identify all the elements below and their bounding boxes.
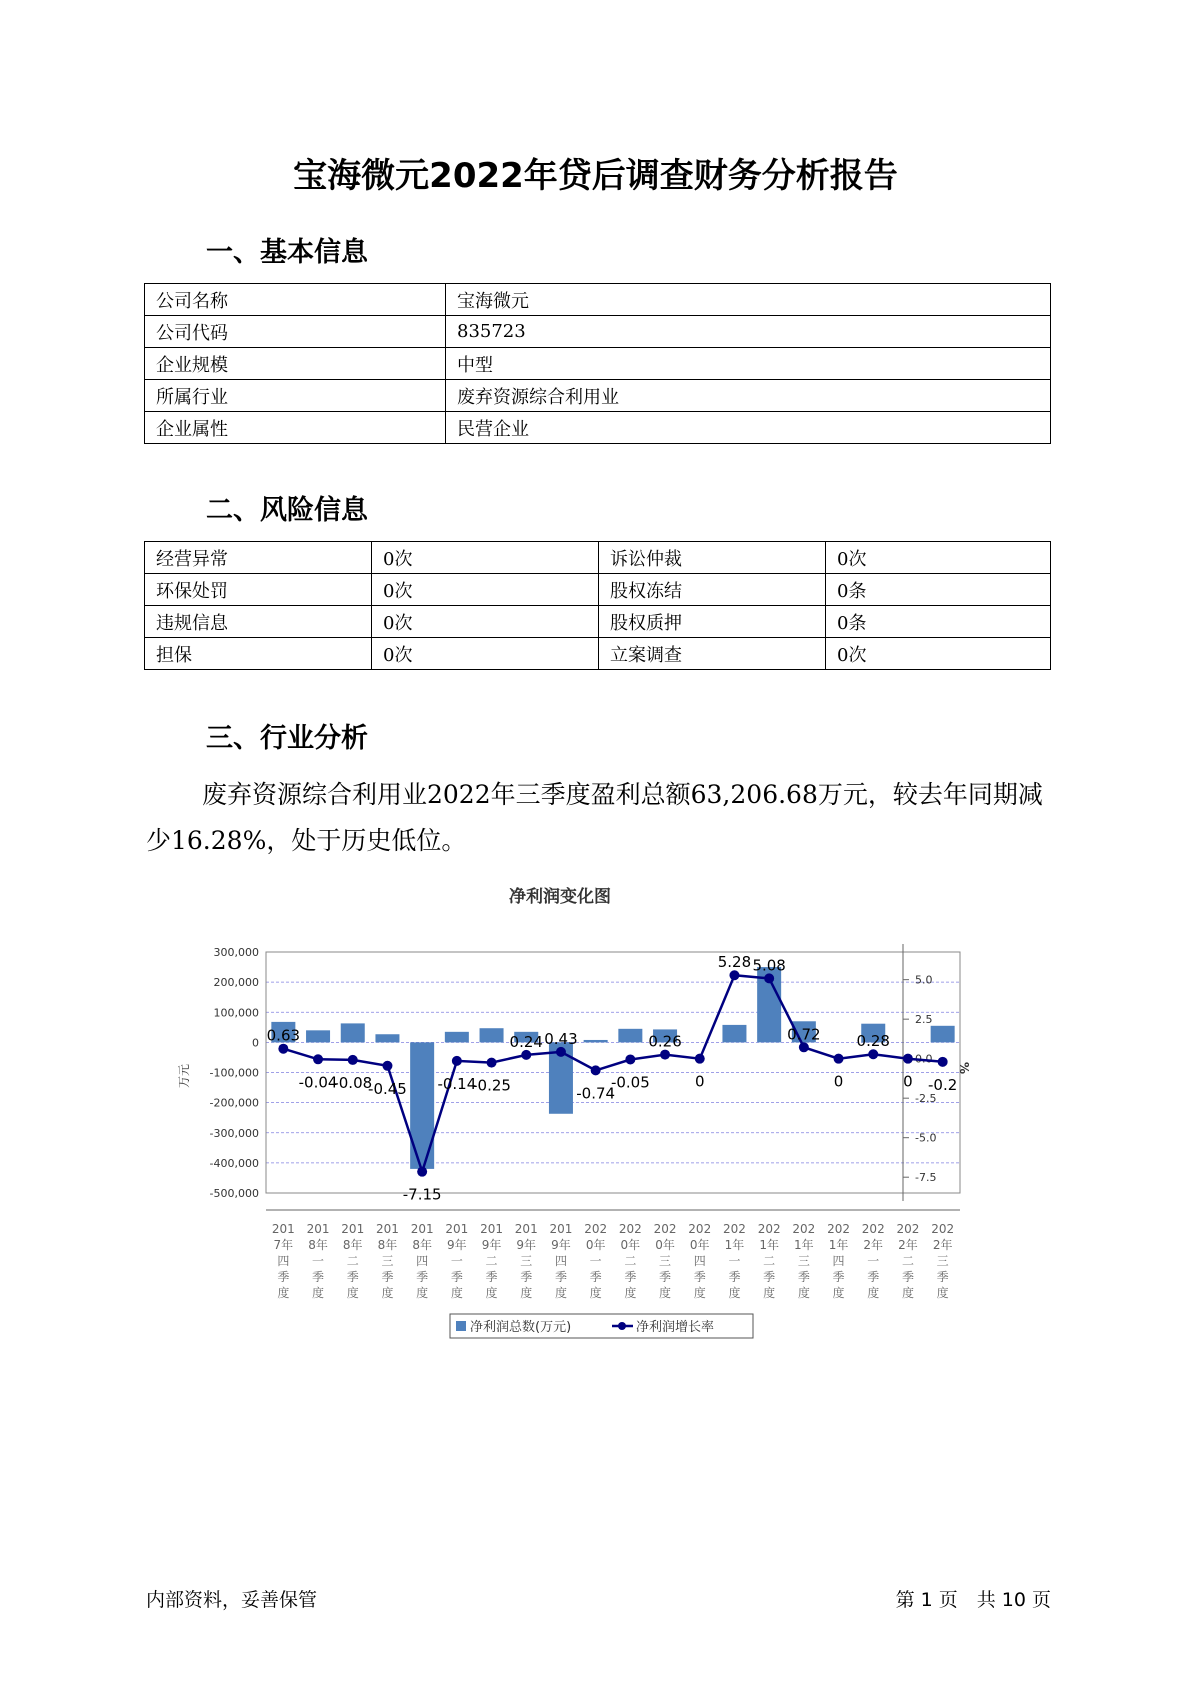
bar — [306, 1030, 330, 1042]
growth-rate-point — [938, 1057, 948, 1067]
data-label: 0 — [833, 1072, 844, 1091]
data-label: 0.43 — [544, 1029, 578, 1048]
category-tick-label: 度 — [728, 1286, 741, 1300]
table-row — [145, 638, 1051, 670]
table-row — [145, 316, 1051, 348]
category-tick-label: 8年 — [377, 1238, 398, 1252]
basic-info-value: 中型 — [446, 348, 1051, 380]
risk-info-value: 0次 — [372, 606, 599, 638]
bar — [341, 1023, 365, 1042]
category-tick-label: 201 — [341, 1222, 365, 1236]
bar — [584, 1040, 608, 1042]
legend-line-label: 净利润增长率 — [636, 1320, 715, 1335]
data-label: -0.04 — [298, 1073, 338, 1092]
legend-bar-label: 净利润总数(万元) — [470, 1320, 572, 1335]
category-tick-label: 季 — [763, 1270, 776, 1284]
category-tick-label: 季 — [936, 1270, 949, 1284]
data-label: -0.14 — [437, 1074, 477, 1093]
section-heading-basic: 一、基本信息 — [206, 237, 368, 268]
net-profit-chart — [170, 880, 971, 1350]
basic-info-label: 所属行业 — [145, 380, 446, 412]
category-tick-label: 1年 — [794, 1238, 814, 1252]
growth-rate-point — [382, 1061, 392, 1071]
risk-info-label: 立案调查 — [599, 638, 826, 670]
category-tick-label: 二 — [624, 1254, 637, 1268]
risk-info-label: 诉讼仲裁 — [599, 542, 826, 574]
section-heading-risk: 二、风险信息 — [206, 495, 368, 526]
table-row — [145, 542, 1051, 574]
risk-info-label: 股权质押 — [599, 606, 826, 638]
category-tick-label: 四 — [832, 1254, 845, 1268]
left-axis-tick-label: -100,000 — [209, 1066, 259, 1080]
risk-info-label: 股权冻结 — [599, 574, 826, 606]
right-axis-tick-label: -2.5 — [915, 1092, 937, 1106]
category-tick-label: 202 — [584, 1222, 608, 1236]
category-tick-label: 季 — [728, 1270, 741, 1284]
risk-info-value: 0条 — [826, 574, 1051, 606]
category-tick-label: 9年 — [551, 1238, 571, 1252]
footer-confidential: 内部资料，妥善保管 — [146, 1589, 318, 1611]
category-tick-label: 8年 — [308, 1238, 328, 1252]
category-tick-label: 202 — [618, 1222, 642, 1236]
category-tick-label: 度 — [312, 1286, 325, 1300]
right-axis-tick-label: -7.5 — [915, 1171, 937, 1185]
category-tick-label: 度 — [832, 1286, 845, 1300]
basic-info-label: 公司名称 — [145, 284, 446, 316]
table-row — [145, 412, 1051, 444]
category-tick-label: 季 — [797, 1270, 810, 1284]
category-tick-label: 度 — [520, 1286, 533, 1300]
right-axis-tick-label: 5.0 — [915, 973, 933, 987]
bar — [445, 1032, 469, 1043]
category-tick-label: 一 — [450, 1254, 463, 1268]
growth-rate-point — [348, 1055, 358, 1065]
left-axis-tick-label: 300,000 — [213, 946, 259, 959]
growth-rate-point — [625, 1054, 635, 1064]
category-tick-label: 季 — [416, 1270, 429, 1284]
risk-info-label: 担保 — [145, 638, 372, 670]
category-tick-label: 201 — [480, 1222, 504, 1236]
bar — [931, 1026, 955, 1043]
left-axis-tick-label: 100,000 — [213, 1006, 259, 1020]
data-label: 0.28 — [856, 1032, 890, 1051]
category-tick-label: 8年 — [342, 1238, 363, 1252]
risk-info-value: 0次 — [826, 542, 1051, 574]
category-tick-label: 202 — [896, 1222, 920, 1236]
category-tick-label: 202 — [757, 1222, 781, 1236]
category-tick-label: 二 — [346, 1254, 359, 1268]
category-tick-label: 度 — [763, 1286, 776, 1300]
basic-info-label: 企业属性 — [145, 412, 446, 444]
right-axis-tick-label: 0.0 — [915, 1052, 933, 1066]
category-tick-label: 2年 — [863, 1238, 884, 1252]
growth-rate-point — [868, 1049, 878, 1059]
industry-paragraph — [146, 772, 1058, 864]
category-tick-label: 度 — [901, 1286, 914, 1300]
category-tick-label: 8年 — [412, 1238, 432, 1252]
category-tick-label: 季 — [901, 1270, 914, 1284]
growth-rate-point — [729, 970, 739, 980]
category-tick-label: 度 — [346, 1286, 359, 1300]
data-label: 0.26 — [648, 1032, 682, 1051]
category-tick-label: 三 — [381, 1254, 394, 1268]
basic-info-value: 宝海微元 — [446, 284, 1051, 316]
growth-rate-point — [417, 1167, 427, 1177]
growth-rate-point — [903, 1054, 913, 1064]
data-label: 0.24 — [509, 1032, 543, 1051]
category-tick-label: 1年 — [724, 1238, 745, 1252]
category-tick-label: 三 — [797, 1254, 810, 1268]
category-tick-label: 1年 — [759, 1238, 779, 1252]
category-tick-label: 9年 — [447, 1238, 467, 1252]
category-tick-label: 四 — [277, 1254, 290, 1268]
footer-page-number: 第 1 页 共 10 页 — [895, 1589, 1051, 1611]
bar — [722, 1025, 746, 1042]
category-tick-label: 度 — [554, 1286, 567, 1300]
left-axis-tick-label: 200,000 — [213, 976, 259, 990]
left-axis-tick-label: -300,000 — [209, 1126, 259, 1140]
category-tick-label: 度 — [277, 1286, 290, 1300]
category-tick-label: 2年 — [932, 1238, 953, 1252]
basic-info-label: 企业规模 — [145, 348, 446, 380]
category-tick-label: 2年 — [898, 1238, 918, 1252]
category-tick-label: 202 — [931, 1222, 955, 1236]
chart-title: 净利润变化图 — [509, 887, 611, 907]
growth-rate-point — [591, 1065, 601, 1075]
category-tick-label: 季 — [381, 1270, 394, 1284]
right-axis-label: % — [957, 1061, 971, 1075]
risk-info-label: 环保处罚 — [145, 574, 372, 606]
category-tick-label: 四 — [554, 1254, 567, 1268]
category-tick-label: 三 — [659, 1254, 672, 1268]
category-tick-label: 201 — [375, 1222, 399, 1236]
category-tick-label: 季 — [346, 1270, 359, 1284]
category-tick-label: 0年 — [655, 1238, 675, 1252]
growth-rate-point — [695, 1054, 705, 1064]
growth-rate-point — [313, 1054, 323, 1064]
report-title: 宝海微元2022年贷后调查财务分析报告 — [293, 156, 898, 196]
category-tick-label: 201 — [514, 1222, 538, 1236]
category-tick-label: 季 — [485, 1270, 498, 1284]
left-axis-tick-label: -200,000 — [209, 1096, 259, 1110]
basic-info-value: 民营企业 — [446, 412, 1051, 444]
category-tick-label: 201 — [445, 1222, 469, 1236]
growth-rate-point — [521, 1050, 531, 1060]
industry-text: 废弃资源综合利用业2022年三季度盈利总额63,206.68万元，较去年同期减少16.28%，处于历史低位。 — [146, 780, 1043, 855]
data-label: -0.25 — [472, 1076, 511, 1095]
category-tick-label: 0年 — [620, 1238, 641, 1252]
data-label: 5.08 — [752, 956, 786, 975]
category-tick-label: 度 — [589, 1286, 602, 1300]
category-tick-label: 201 — [306, 1222, 330, 1236]
category-tick-label: 7年 — [273, 1238, 294, 1252]
category-tick-label: 202 — [792, 1222, 816, 1236]
category-tick-label: 0年 — [585, 1238, 606, 1252]
left-axis-tick-label: -500,000 — [209, 1187, 259, 1200]
category-tick-label: 三 — [520, 1254, 533, 1268]
category-tick-label: 度 — [867, 1286, 880, 1300]
category-tick-label: 度 — [381, 1286, 394, 1300]
basic-info-table — [144, 283, 1051, 444]
bar — [618, 1029, 642, 1043]
category-tick-label: 202 — [688, 1222, 712, 1236]
section-heading-industry: 三、行业分析 — [206, 723, 368, 754]
growth-rate-point — [799, 1042, 809, 1052]
category-tick-label: 度 — [485, 1286, 498, 1300]
category-tick-label: 一 — [312, 1254, 325, 1268]
table-row — [145, 574, 1051, 606]
category-tick-label: 四 — [693, 1254, 706, 1268]
category-tick-label: 201 — [549, 1222, 573, 1236]
data-label: 5.28 — [717, 953, 752, 972]
table-row — [145, 348, 1051, 380]
category-tick-label: 0年 — [689, 1238, 710, 1252]
risk-info-value: 0条 — [826, 606, 1051, 638]
data-label: -7.15 — [402, 1185, 442, 1204]
data-label: -0.05 — [610, 1073, 650, 1092]
right-axis-tick-label: 2.5 — [915, 1013, 933, 1027]
category-tick-label: 度 — [450, 1286, 463, 1300]
growth-rate-point — [660, 1050, 670, 1060]
category-tick-label: 季 — [589, 1270, 602, 1284]
category-tick-label: 二 — [485, 1254, 498, 1268]
category-tick-label: 202 — [861, 1222, 885, 1236]
category-tick-label: 9年 — [516, 1238, 537, 1252]
basic-info-label: 公司代码 — [145, 316, 446, 348]
table-row — [145, 380, 1051, 412]
growth-rate-point — [764, 973, 774, 983]
growth-rate-point — [556, 1047, 566, 1057]
category-tick-label: 1年 — [828, 1238, 849, 1252]
data-label: 0.72 — [787, 1025, 821, 1044]
risk-info-label: 违规信息 — [145, 606, 372, 638]
data-label: -0.74 — [576, 1084, 616, 1103]
data-label: 0 — [694, 1072, 705, 1091]
category-tick-label: 202 — [722, 1222, 746, 1236]
data-label: 0.63 — [266, 1026, 301, 1045]
category-tick-label: 季 — [867, 1270, 880, 1284]
bar — [375, 1034, 399, 1042]
basic-info-value: 废弃资源综合利用业 — [446, 380, 1051, 412]
category-tick-label: 季 — [832, 1270, 845, 1284]
category-tick-label: 度 — [416, 1286, 429, 1300]
category-tick-label: 季 — [624, 1270, 637, 1284]
data-label: 0 — [903, 1072, 913, 1091]
table-row — [145, 284, 1051, 316]
basic-info-value: 835723 — [446, 316, 1051, 348]
category-tick-label: 201 — [410, 1222, 434, 1236]
growth-rate-point — [487, 1058, 497, 1068]
growth-rate-point — [452, 1056, 462, 1066]
category-tick-label: 度 — [693, 1286, 706, 1300]
category-tick-label: 季 — [450, 1270, 463, 1284]
category-tick-label: 一 — [589, 1254, 602, 1268]
category-tick-label: 一 — [867, 1254, 880, 1268]
risk-info-value: 0次 — [372, 638, 599, 670]
left-axis-label: 万元 — [177, 1063, 191, 1089]
category-tick-label: 季 — [659, 1270, 672, 1284]
growth-rate-point — [278, 1044, 288, 1054]
legend-line-marker — [618, 1322, 626, 1330]
category-tick-label: 度 — [659, 1286, 672, 1300]
category-tick-label: 一 — [728, 1254, 741, 1268]
category-tick-label: 202 — [653, 1222, 677, 1236]
risk-info-value: 0次 — [372, 574, 599, 606]
growth-rate-point — [834, 1054, 844, 1064]
category-tick-label: 季 — [693, 1270, 706, 1284]
category-tick-label: 季 — [520, 1270, 533, 1284]
category-tick-label: 季 — [277, 1270, 290, 1284]
category-tick-label: 四 — [416, 1254, 429, 1268]
category-tick-label: 二 — [763, 1254, 776, 1268]
data-label: -0.45 — [368, 1079, 407, 1098]
category-tick-label: 202 — [827, 1222, 851, 1236]
risk-info-value: 0次 — [372, 542, 599, 574]
right-axis-tick-label: -5.0 — [915, 1131, 937, 1145]
left-axis-tick-label: 0 — [252, 1036, 259, 1050]
legend-bar-swatch — [456, 1321, 466, 1331]
category-tick-label: 季 — [554, 1270, 567, 1284]
risk-info-table — [144, 541, 1051, 670]
data-label: -0.08 — [333, 1073, 373, 1092]
risk-info-label: 经营异常 — [145, 542, 372, 574]
left-axis-tick-label: -400,000 — [209, 1156, 259, 1170]
category-tick-label: 度 — [624, 1286, 637, 1300]
category-tick-label: 度 — [936, 1286, 949, 1300]
table-row — [145, 606, 1051, 638]
risk-info-value: 0次 — [826, 638, 1051, 670]
category-tick-label: 201 — [271, 1222, 295, 1236]
bar — [480, 1028, 504, 1042]
category-tick-label: 度 — [797, 1286, 810, 1300]
category-tick-label: 季 — [312, 1270, 325, 1284]
category-tick-label: 二 — [901, 1254, 914, 1268]
data-label: -0.2 — [928, 1075, 958, 1094]
category-tick-label: 9年 — [481, 1238, 502, 1252]
category-tick-label: 三 — [936, 1254, 949, 1268]
